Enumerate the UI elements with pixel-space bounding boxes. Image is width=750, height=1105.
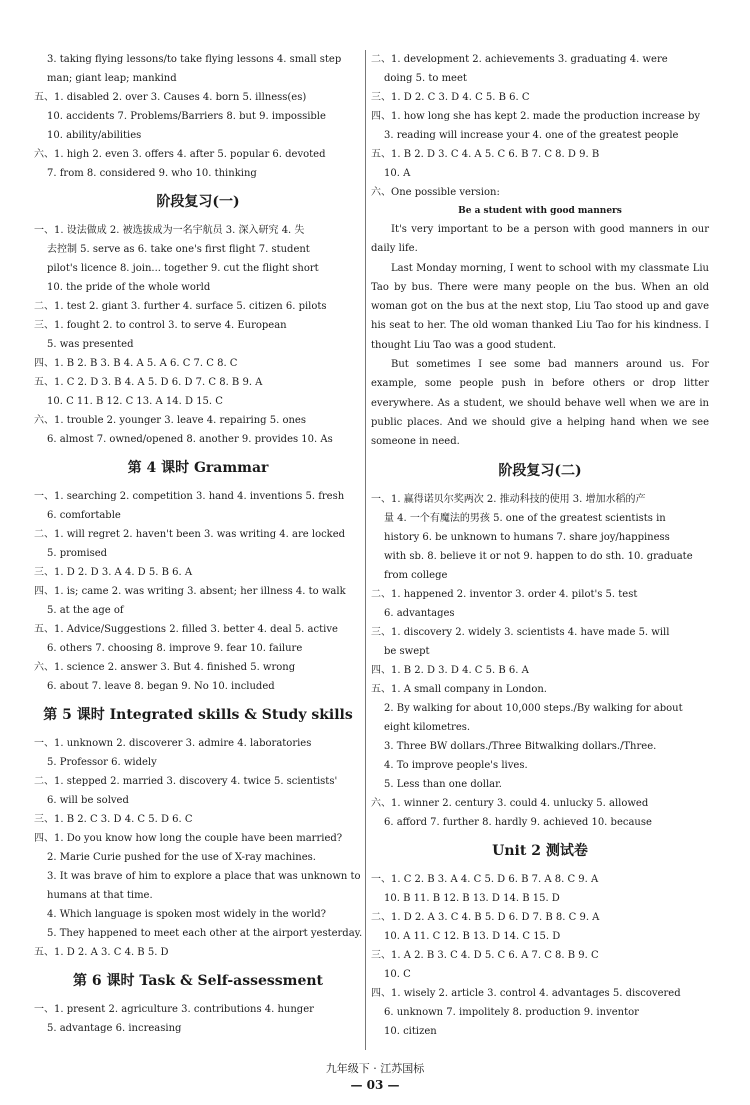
answer-line: 5. Professor 6. widely	[47, 757, 157, 768]
answer-line: history 6. be unknown to humans 7. share joy/happiness	[384, 531, 670, 543]
answer-line: be swept	[384, 645, 430, 657]
answer-line: 三、1. B 2. C 3. D 4. C 5. D 6. C	[34, 814, 193, 825]
column-divider	[365, 50, 366, 1050]
answer-line: 3. reading will increase your 4. one of the greatest people	[384, 130, 679, 141]
essay-paragraph: But sometimes I see some bad manners around us. For example, some people push in before others or drop litter everywhere. As a student, we should behave well when we are in public places. And we should give a helping hand when we see someone in need.	[371, 359, 709, 448]
section-heading: 阶段复习(二)	[498, 462, 582, 479]
answer-line: 三、1. A 2. B 3. C 4. D 5. C 6. A 7. C 8. B 9. C	[371, 949, 599, 961]
answer-line: 六、1. trouble 2. younger 3. leave 4. repairing 5. ones	[34, 415, 306, 426]
answer-line: 5. Less than one dollar.	[384, 778, 502, 790]
page-number: — 03 —	[350, 1078, 400, 1092]
section-heading: 阶段复习(一)	[156, 194, 240, 210]
answer-line: 去控制 5. serve as 6. take one's first flight 7. student	[47, 244, 310, 255]
answer-line: 三、1. D 2. C 3. D 4. C 5. B 6. C	[371, 92, 530, 103]
answer-line: 五、1. B 2. D 3. C 4. A 5. C 6. B 7. C 8. D 9. B	[371, 149, 600, 160]
answer-line: 3. Three BW dollars./Three Bitwalking dollars./Three.	[384, 740, 657, 752]
answer-line: 一、1. searching 2. competition 3. hand 4. inventions 5. fresh	[34, 491, 345, 502]
answer-line: 一、1. unknown 2. discoverer 3. admire 4. laboratories	[34, 738, 312, 749]
answer-line: 四、1. Do you know how long the couple have been married?	[34, 833, 343, 844]
essay-paragraph: It's very important to be a person with good manners in our daily life.	[371, 224, 709, 255]
answer-line: 10. the pride of the whole world	[47, 282, 211, 293]
answer-line: 二、1. D 2. A 3. C 4. B 5. D 6. D 7. B 8. C 9. A	[371, 911, 600, 923]
answer-line: 5. promised	[47, 548, 108, 559]
answer-line: 6. unknown 7. impolitely 8. production 9. inventor	[384, 1006, 639, 1018]
answer-line: 3. It was brave of him to explore a place that was unknown to	[47, 871, 361, 882]
answer-line: man; giant leap; mankind	[47, 73, 177, 84]
answer-line: 五、1. Advice/Suggestions 2. filled 3. better 4. deal 5. active	[34, 624, 338, 635]
answer-line: 三、1. discovery 2. widely 3. scientists 4. have made 5. will	[371, 626, 670, 638]
answer-line: from college	[384, 569, 448, 581]
essay-paragraph: Last Monday morning, I went to school with my classmate Liu Tao by bus. There were many people on the bus. When an old woman got on the bus at the next stop, Liu Tao stood up and gave his seat to her. The old woman thanked Liu Tao for his kindness. I thought Liu Tao was a good student.	[371, 262, 709, 351]
answer-line: 四、1. wisely 2. article 3. control 4. advantages 5. discovered	[371, 987, 681, 999]
answer-line: 四、1. B 2. B 3. B 4. A 5. A 6. C 7. C 8. C	[34, 358, 238, 369]
answer-line: 五、1. disabled 2. over 3. Causes 4. born 5. illness(es)	[34, 92, 307, 103]
answer-line: 5. advantage 6. increasing	[47, 1023, 182, 1034]
answer-line: 5. They happened to meet each other at the airport yesterday.	[47, 928, 362, 939]
answer-line: 二、1. will regret 2. haven't been 3. was writing 4. are locked	[34, 529, 346, 540]
answer-line: 五、1. D 2. A 3. C 4. B 5. D	[34, 947, 169, 958]
answer-line: 10. C	[384, 968, 411, 980]
section-heading: 第 4 课时 Grammar	[127, 460, 269, 476]
answer-line: 6. afford 7. further 8. hardly 9. achieved 10. because	[384, 816, 652, 828]
answer-line: 6. others 7. choosing 8. improve 9. fear 10. failure	[47, 643, 303, 654]
answer-line: 10. citizen	[384, 1025, 437, 1037]
answer-line: with sb. 8. believe it or not 9. happen to do sth. 10. graduate	[384, 550, 693, 562]
answer-line: 一、1. C 2. B 3. A 4. C 5. D 6. B 7. A 8. C 9. A	[371, 873, 599, 885]
answer-line: 6. about 7. leave 8. began 9. No 10. included	[47, 681, 275, 692]
essay-title: Be a student with good manners	[458, 206, 622, 216]
answer-line: 一、1. 赢得诺贝尔奖两次 2. 推动科技的使用 3. 增加水稻的产	[371, 493, 646, 505]
answer-line: 六、One possible version:	[371, 187, 500, 198]
answer-line: 4. Which language is spoken most widely in the world?	[47, 909, 327, 920]
answer-line: humans at that time.	[47, 890, 153, 901]
answer-line: 四、1. how long she has kept 2. made the production increase by	[371, 111, 701, 122]
answer-line: 五、1. A small company in London.	[371, 683, 547, 695]
answer-line: 二、1. happened 2. inventor 3. order 4. pilot's 5. test	[371, 588, 638, 600]
section-heading: Unit 2 测试卷	[492, 842, 588, 859]
answer-line: 6. advantages	[384, 607, 455, 619]
answer-line: 10. A 11. C 12. B 13. D 14. C 15. D	[384, 930, 561, 942]
answer-line: 4. To improve people's lives.	[384, 759, 528, 771]
answer-line: 二、1. test 2. giant 3. further 4. surface 5. citizen 6. pilots	[34, 301, 327, 312]
answer-line: 10. B 11. B 12. B 13. D 14. B 15. D	[384, 892, 560, 904]
answer-line: 三、1. D 2. D 3. A 4. D 5. B 6. A	[34, 567, 193, 578]
left-column	[34, 50, 362, 1038]
answer-line: 二、1. stepped 2. married 3. discovery 4. twice 5. scientists'	[34, 776, 338, 787]
answer-line: 六、1. high 2. even 3. offers 4. after 5. popular 6. devoted	[34, 149, 326, 160]
answer-line: 5. at the age of	[47, 605, 124, 616]
answer-line: 10. C 11. B 12. C 13. A 14. D 15. C	[47, 396, 223, 407]
answer-line: 四、1. is; came 2. was writing 3. absent; her illness 4. to walk	[34, 586, 346, 597]
answer-line: pilot's licence 8. join... together 9. cut the flight short	[47, 263, 319, 274]
answer-line: 6. will be solved	[47, 795, 129, 806]
answer-line: 二、1. development 2. achievements 3. graduating 4. were	[371, 54, 668, 65]
answer-line: 一、1. present 2. agriculture 3. contributions 4. hunger	[34, 1004, 314, 1015]
answer-line: 量 4. 一个有魔法的男孩 5. one of the greatest scientists in	[384, 512, 666, 524]
answer-line: 10. ability/abilities	[47, 130, 142, 141]
answer-line: 一、1. 设法做成 2. 被选拔成为一名宇航员 3. 深入研究 4. 失	[34, 225, 305, 236]
answer-line: 2. By walking for about 10,000 steps./By walking for about	[384, 702, 683, 714]
right-column	[371, 50, 709, 1041]
footer-grade: 九年级下 · 江苏国标	[325, 1062, 425, 1075]
answer-line: 7. from 8. considered 9. who 10. thinking	[47, 168, 257, 179]
answer-line: 三、1. fought 2. to control 3. to serve 4. European	[34, 320, 287, 331]
answer-line: eight kilometres.	[384, 721, 471, 733]
answer-line: 6. comfortable	[47, 510, 121, 521]
section-heading: 第 6 课时 Task & Self-assessment	[72, 973, 324, 989]
answer-line: 四、1. B 2. D 3. D 4. C 5. B 6. A	[371, 664, 529, 676]
answer-line: 10. A	[384, 168, 411, 179]
answer-line: 六、1. winner 2. century 3. could 4. unlucky 5. allowed	[371, 797, 649, 809]
answer-line: 6. almost 7. owned/opened 8. another 9. provides 10. As	[47, 434, 333, 445]
answer-line: 5. was presented	[47, 339, 134, 350]
answer-line: 六、1. science 2. answer 3. But 4. finished 5. wrong	[34, 662, 296, 673]
answer-line: 10. accidents 7. Problems/Barriers 8. but 9. impossible	[47, 111, 326, 122]
section-heading: 第 5 课时 Integrated skills & Study skills	[43, 707, 353, 723]
answer-line: 2. Marie Curie pushed for the use of X-ray machines.	[47, 852, 316, 863]
answer-line: doing 5. to meet	[384, 73, 467, 84]
answer-line: 3. taking flying lessons/to take flying lessons 4. small step	[47, 54, 342, 65]
answer-line: 五、1. C 2. D 3. B 4. A 5. D 6. D 7. C 8. B 9. A	[34, 377, 263, 388]
